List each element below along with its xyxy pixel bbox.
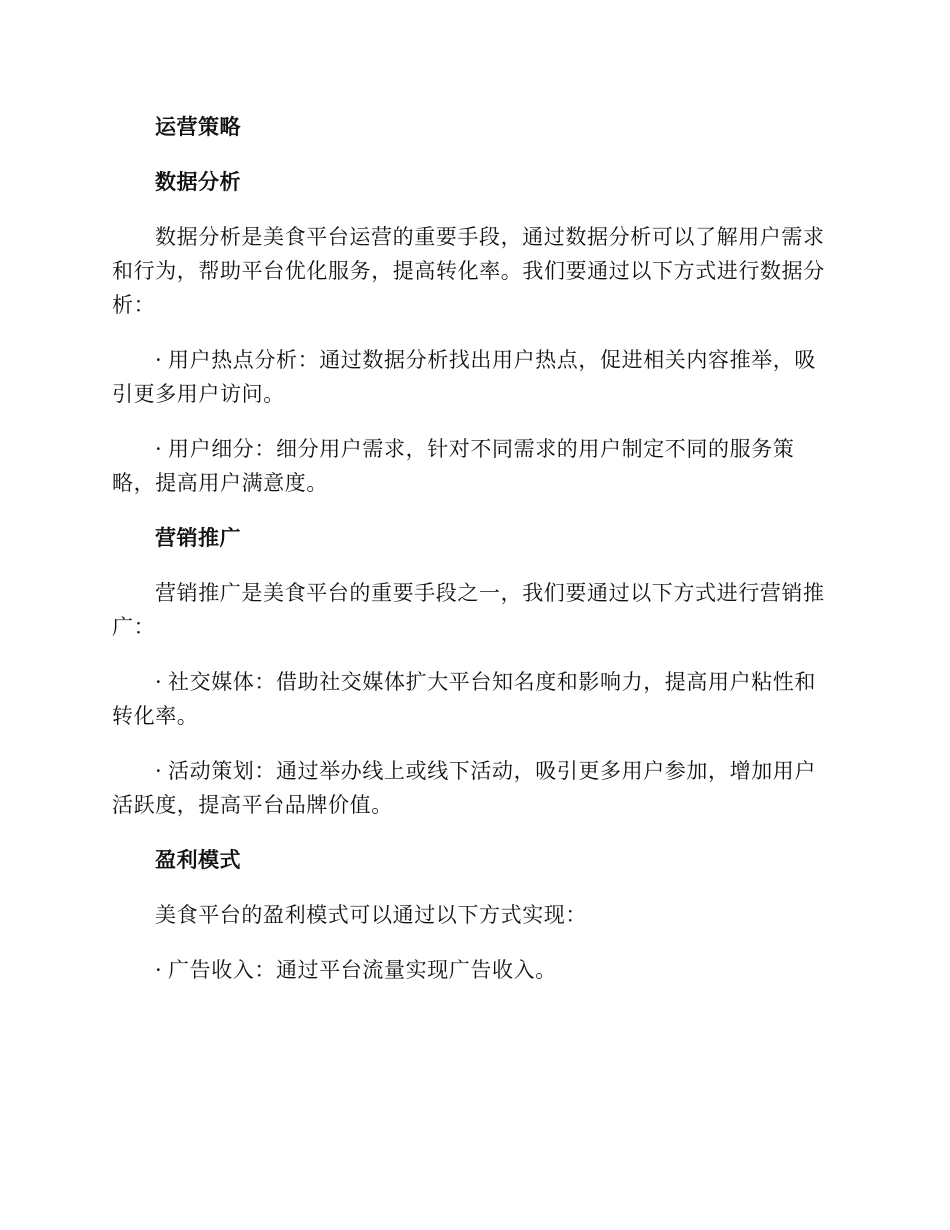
- bullet-social-media: [112, 665, 832, 733]
- subsection-heading-data-analysis: 数据分析: [155, 170, 241, 194]
- bullet-text: 活动策划：通过举办线上或线下活动，吸引更多用户参加，增加用户活跃度，提高平台品牌价值。: [112, 759, 816, 817]
- paragraph-marketing-intro: 营销推广是美食平台的重要手段之一，我们要通过以下方式进行营销推广：: [112, 581, 825, 639]
- bullet-marker: ·: [155, 348, 163, 372]
- bullet-ad-revenue: [112, 953, 832, 987]
- bullet-event-planning: [112, 754, 832, 822]
- bullet-user-segmentation: [112, 432, 832, 500]
- bullet-text: 社交媒体：借助社交媒体扩大平台知名度和影响力，提高用户粘性和转化率。: [112, 670, 816, 728]
- bullet-user-hotspot-analysis: [112, 343, 832, 411]
- bullet-text: 用户细分：细分用户需求，针对不同需求的用户制定不同的服务策略，提高用户满意度。: [112, 437, 795, 495]
- bullet-text: 用户热点分析：通过数据分析找出用户热点，促进相关内容推举，吸引更多用户访问。: [112, 348, 816, 406]
- bullet-marker: ·: [155, 437, 163, 461]
- paragraph-profit-model-intro: 美食平台的盈利模式可以通过以下方式实现：: [155, 903, 587, 927]
- bullet-text: 广告收入：通过平台流量实现广告收入。: [168, 958, 557, 982]
- subsection-heading-profit-model: 盈利模式: [155, 848, 241, 872]
- subsection-heading-marketing: 营销推广: [155, 526, 241, 550]
- document-body: [112, 110, 832, 1008]
- bullet-marker: ·: [155, 759, 163, 783]
- bullet-marker: ·: [155, 958, 163, 982]
- paragraph-data-analysis-intro: 数据分析是美食平台运营的重要手段，通过数据分析可以了解用户需求和行为，帮助平台优化服务，提高转化率。我们要通过以下方式进行数据分析：: [112, 225, 825, 317]
- section-heading-operations-strategy: 运营策略: [155, 115, 241, 139]
- bullet-marker: ·: [155, 670, 163, 694]
